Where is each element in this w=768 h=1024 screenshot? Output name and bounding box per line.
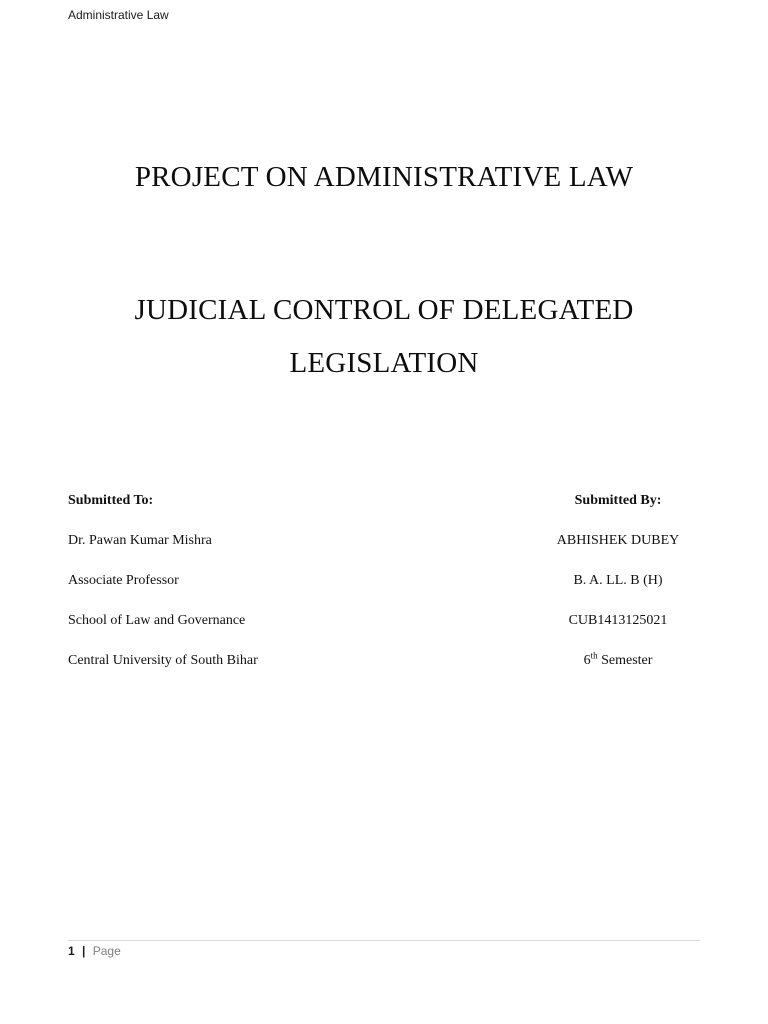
page-label: Page: [92, 944, 121, 958]
supervisor-school: School of Law and Governance: [68, 613, 246, 628]
project-title: PROJECT ON ADMINISTRATIVE LAW: [134, 161, 634, 193]
supervisor-university: Central University of South Bihar: [68, 653, 258, 668]
footer-divider: [68, 940, 700, 941]
semester-superscript: th: [590, 650, 598, 661]
semester-word: Semester: [601, 653, 653, 668]
topic-title-line-2: LEGISLATION: [289, 347, 479, 379]
footer-separator: |: [82, 944, 86, 958]
submitted-to-block: [68, 492, 258, 692]
student-name: ABHISHEK DUBEY: [556, 533, 680, 548]
page-number: 1: [68, 944, 75, 958]
submitted-by-block: [540, 492, 696, 692]
student-roll-number: CUB1413125021: [568, 613, 668, 628]
student-course: B. A. LL. B (H): [573, 573, 663, 588]
semester-number: 6: [583, 653, 591, 668]
submitted-by-heading: Submitted By:: [574, 493, 662, 508]
supervisor-name: Dr. Pawan Kumar Mishra: [68, 533, 212, 548]
running-header: Administrative Law: [68, 8, 169, 22]
supervisor-designation: Associate Professor: [68, 573, 179, 588]
topic-title-line-1: JUDICIAL CONTROL OF DELEGATED: [134, 294, 634, 326]
submitted-to-heading: Submitted To:: [68, 493, 154, 508]
student-semester: [540, 652, 696, 692]
page-footer: [68, 944, 121, 958]
